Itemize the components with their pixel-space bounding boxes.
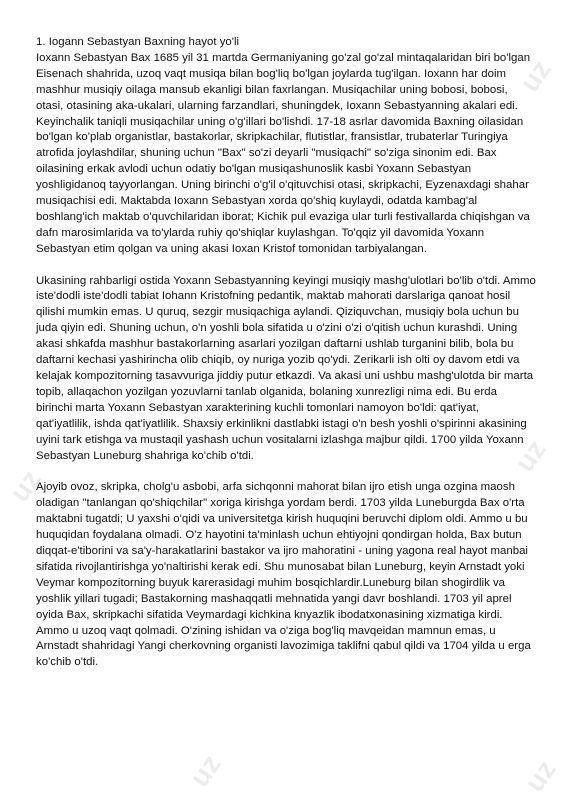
watermark: uz (513, 54, 557, 98)
watermark: uz (183, 749, 227, 793)
paragraph-3: Ajoyib ovoz, skripka, cholg'u asbobi, arfa sichqonni mahorat bilan ijro etish unga ozgina maosh oladigan "tanlangan qo'shiqchilar" xoriga kirishga yordam berdi. 1703 yilda Luneburgda Bax o'rta maktabni tugatdi; U yaxshi o'qidi va universitetga kirish huquqini beruvchi diplom oldi. Ammo u bu huquqidan foydalana olmadi. O'z hayotini ta'minlash uchun ehtiyojni qondirgan holda, Bax butun diqqat-e'tiborini va sa'y-harakatlarini bastakor va ijro mahoratini - uning yagona real hayot manbai sifatida rivojlantirishga yo'naltirishi kerak edi. Shu munosabat bilan Luneburg, keyin Arnstadt yoki Veymar kompozitorning buyuk karerasidagi muhim bosqichlardir.Luneburg bilan shogirdlik va yoshlik yillari tugadi; Bastakorning mashaqqatli mehnatida yangi davr boshlandi. 1703 yil aprel oyida Bax, skripkachi sifatida Veymardagi kichkina knyazlik ibodatxonasining xizmatiga kirdi. Ammo u uzoq vaqt qolmadi. O'zining ishidan va o'ziga bog'liq mavqeidan mamnun emas, u Arnstadt shahridagi Yangi cherkovning organisti lavozimiga taklifni qabul qildi va 1704 yilda u erga ko'chib o'tdi. (36, 481, 531, 669)
document-page (36, 35, 536, 671)
section-heading: 1. Iogann Sebastyan Baxning hayot yo'li (36, 36, 240, 48)
paragraph-2: Ukasining rahbarligi ostida Yoxann Sebastyanning keyingi musiqiy mashg'ulotlari bo'lib o'tdi. Ammo iste'dodli iste'dodli tabiat Iohann Kristofning pedantik, maktab mahorati darslariga qanoat hosil qilishi mumkin emas. U quruq, sezgir musiqachiga aylandi. Qiziquvchan, musiqiy bola uchun bu juda qiyin edi. Shuning uchun, o'n yoshli bola sifatida u o'zini o'zi o'qitish uchun kurashdi. Uning akasi shkafda mashhur bastakorlarning asarlari yozilgan daftarni ushlab turganini bilib, bola bu daftarni kechasi yashirincha olib chiqib, oy nuriga yozib qo'ydi. Zerikarli ish olti oy davom etdi va kelajak kompozitorning tasavvuriga jiddiy putur etkazdi. Va akasi uni ushbu mashg'ulotda bir marta topib, allaqachon yozilgan yozuvlarni tanlab olganida, bolaning xunrezligi nima edi. Bu erda birinchi marta Yoxann Sebastyan xarakterining kuchli tomonlari namoyon bo'ldi: qat'iyat, qat'iyatlilik, ishda qat'iyatlilik. Shaxsiy erkinlikni dastlabki istagi o'n besh yoshli o'spirinni akasining uyini tark etishga va mustaqil yashash uchun vositalarni izlashga majbur qildi. 1700 yilda Yoxann Sebastyan Luneburg shahriga ko'chib o'tdi. (36, 274, 536, 462)
watermark: uz (508, 434, 552, 478)
watermark: uz (518, 754, 562, 798)
watermark: uz (3, 464, 47, 508)
paragraph-1: Ioxann Sebastyan Bax 1685 yil 31 martda Germaniyaning go'zal go'zal mintaqalaridan biri bo'lgan Eisenach shahrida, uzoq vaqt musiqa bilan bog'liq bo'lgan joylarda tug'ilgan. Ioxann har doim mashhur musiqiy oilaga mansub ekanligi bilan faxrlangan. Musiqachilar uning bobosi, bobosi, otasi, otasining aka-ukalari, ularning farzandlari, shuningdek, Ioxann Sebastyanning akalari edi. Keyinchalik taniqli musiqachilar uning o'g'illari bo'lishdi. 17-18 asrlar davomida Baxning oilasidan bo'lgan ko'plab organistlar, bastakorlar, skripkachilar, flutistlar, fransistlar, trubaterlar Turingiya atrofida joylashdilar, shuning uchun "Bax" so'zi deyarli "musiqachi" so'ziga sinonim edi. Bax oilasining erkak avlodi uchun odatiy bo'lgan musiqashunoslik kasbi Yoxann Sebastyan yoshligidanoq tayyorlangan. Uning birinchi o'g'il o'qituvchisi otasi, skripkachi, Eyzenaxdagi shahar musiqachisi edi. Maktabda Ioxann Sebastyan xorda qo'shiq kuylaydi, odatda kambag'al boshlang'ich maktab o'quvchilaridan iborat; Kichik pul evaziga ular turli festivallarda chiqishgan va dafn marosimlarida va to'ylarda ruhiy qo'shiqlar kuylashgan. To'qqiz yil davomida Yoxann Sebastyan etim qolgan va uning akasi Ioxan Kristof tomonidan tarbiyalangan. (36, 51, 531, 255)
